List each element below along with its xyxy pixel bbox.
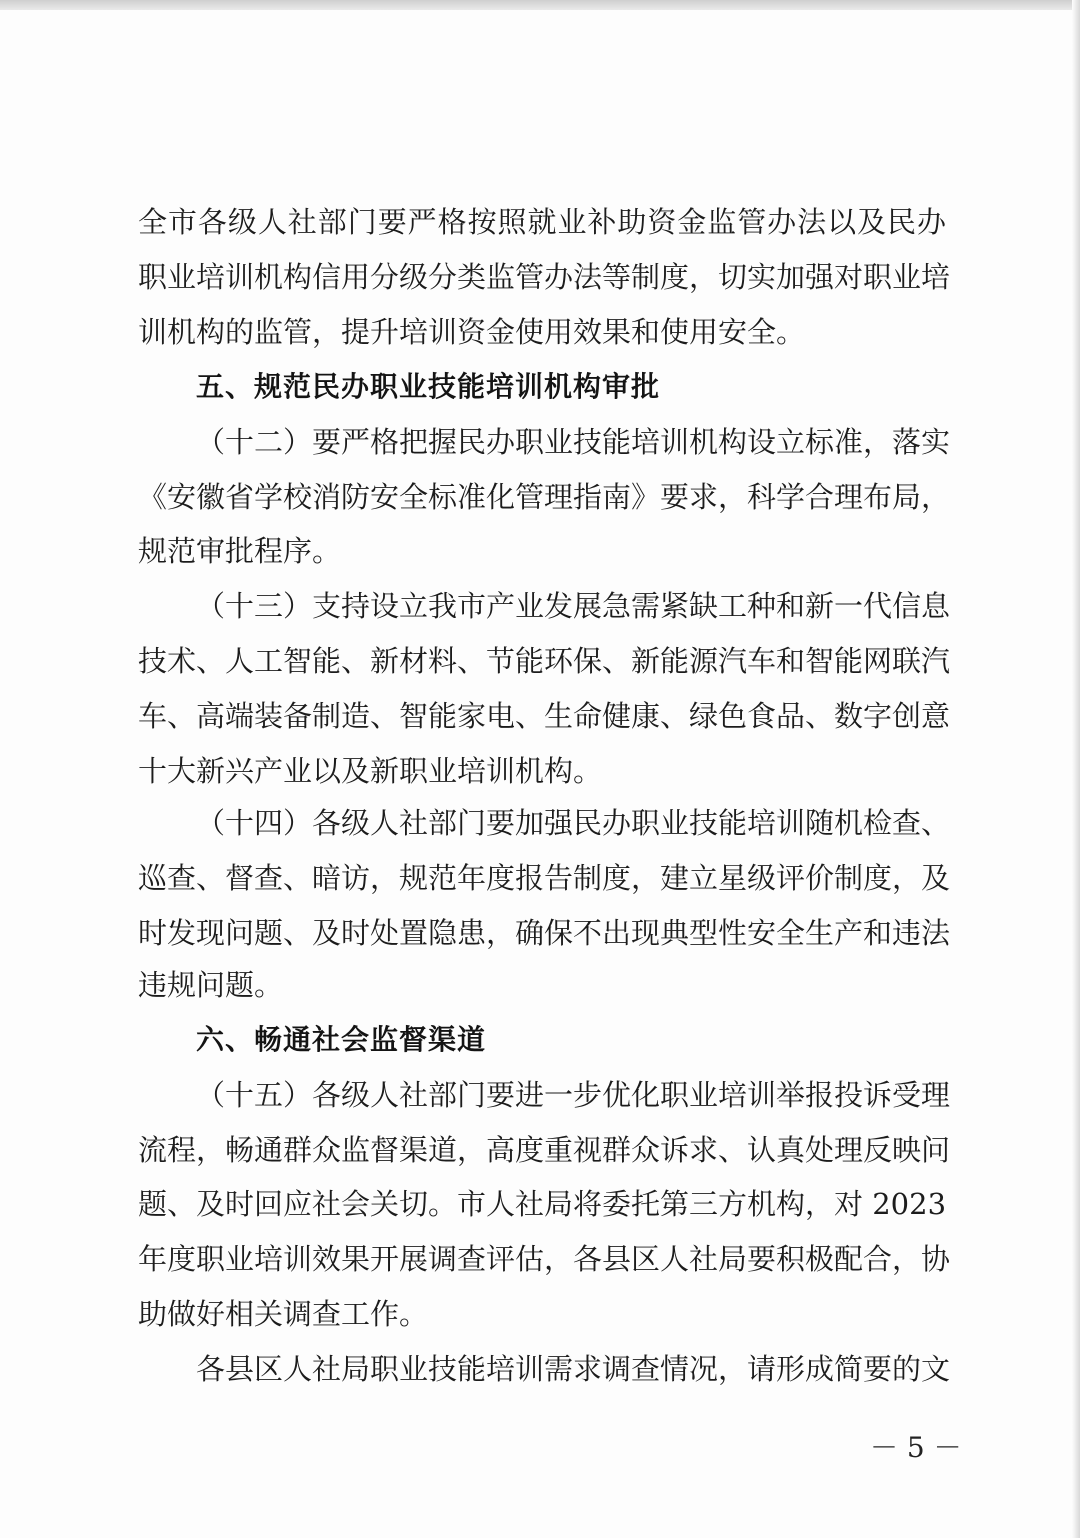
body-line: （十二）要严格把握民办职业技能培训机构设立标准，落实 <box>196 425 951 459</box>
body-line: 流程，畅通群众监督渠道，高度重视群众诉求、认真处理反映问 <box>138 1133 951 1167</box>
body-line: 车、高端装备制造、智能家电、生命健康、绿色食品、数字创意 <box>138 699 951 733</box>
body-line: （十四）各级人社部门要加强民办职业技能培训随机检查、 <box>196 806 951 840</box>
body-line: 年度职业培训效果开展调查评估，各县区人社局要积极配合，协 <box>138 1242 951 1276</box>
body-line: 巡查、督查、暗访，规范年度报告制度，建立星级评价制度，及 <box>138 861 951 895</box>
body-line: 时发现问题、及时处置隐患，确保不出现典型性安全生产和违法 <box>138 916 951 950</box>
body-line: （十五）各级人社部门要进一步优化职业培训举报投诉受理 <box>196 1078 951 1112</box>
body-line: 题、及时回应社会关切。市人社局将委托第三方机构，对 2023 <box>138 1187 947 1221</box>
body-line: 训机构的监管，提升培训资金使用效果和使用安全。 <box>138 315 806 349</box>
scan-right-edge <box>1072 0 1080 1538</box>
body-line: 《安徽省学校消防安全标准化管理指南》要求，科学合理布局， <box>138 480 951 514</box>
body-line: 助做好相关调查工作。 <box>138 1297 429 1331</box>
body-line: 各县区人社局职业技能培训需求调查情况，请形成简要的文 <box>196 1352 951 1386</box>
body-line: 全市各级人社部门要严格按照就业补助资金监管办法以及民办 <box>138 205 946 239</box>
body-line: （十三）支持设立我市产业发展急需紧缺工种和新一代信息 <box>196 589 951 623</box>
body-line: 违规问题。 <box>138 968 284 1002</box>
body-line: 技术、人工智能、新材料、节能环保、新能源汽车和智能网联汽 <box>138 644 951 678</box>
section-heading-five: 五、规范民办职业技能培训机构审批 <box>196 370 661 403</box>
page-number: － 5 － <box>870 1431 962 1464</box>
section-heading-six: 六、畅通社会监督渠道 <box>196 1023 487 1056</box>
body-line: 十大新兴产业以及新职业培训机构。 <box>138 754 603 788</box>
body-line: 规范审批程序。 <box>138 534 342 568</box>
scan-top-edge <box>0 0 1080 10</box>
body-line: 职业培训机构信用分级分类监管办法等制度，切实加强对职业培 <box>138 260 951 294</box>
